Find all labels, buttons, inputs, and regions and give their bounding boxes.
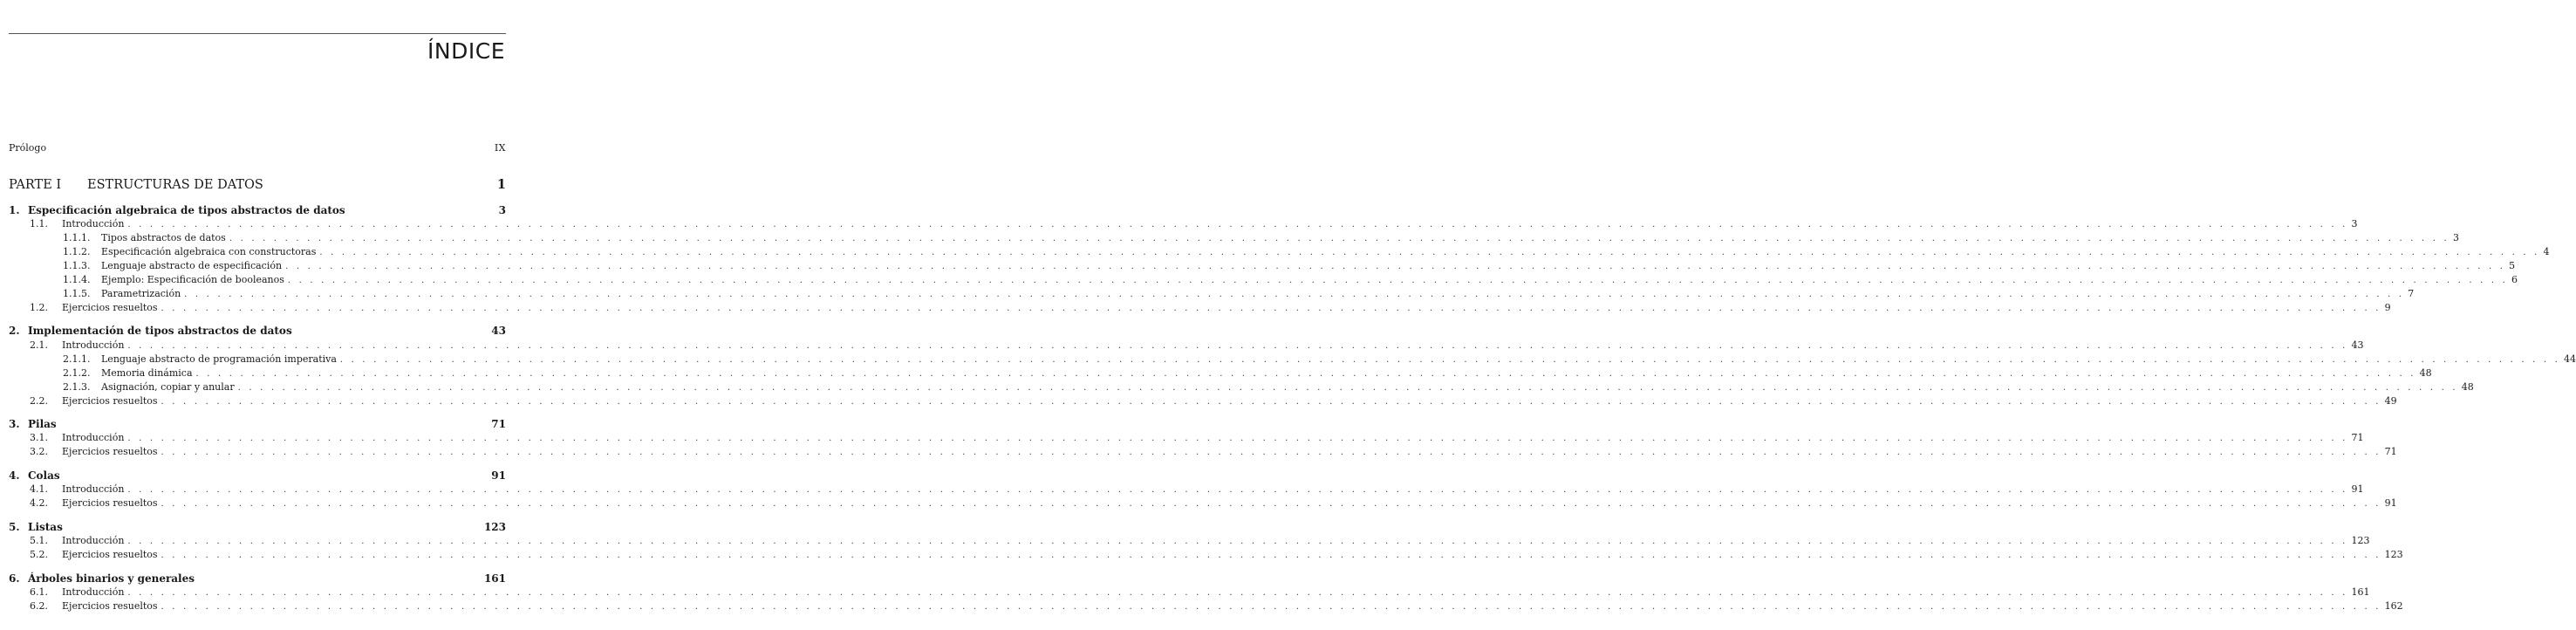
entry-number: 1.1.4.: [63, 274, 91, 286]
toc-entry-section[interactable]: [9, 218, 2358, 230]
dot-leader: . . . . . . . . . . . . . . . . . . . . . . . . . . . . . . . . . . . . . . . . . . . . . . . . . . . . . . . . . . . . . . . . . . . . . . . . . . . . . . . . . . . . . . . . . . . . . . . . . . . . . . . . . . . . . . . . . . . . . . . . . . . . . . . . . . . . . . . . . . . . . . . . . . . . . . . . . . . . . . . . . . . . . . . . . . . . . . . . . . . . . . . . . . . . . . . . . . . . . . . .: [161, 303, 2381, 313]
entry-label: Introducción: [62, 432, 125, 444]
entry-page: 123: [2384, 549, 2403, 561]
entry-page: 3: [2351, 218, 2358, 230]
entry-page: 123: [483, 520, 506, 533]
entry-label: Lenguaje abstracto de especificación: [101, 260, 283, 272]
entry-number: 1.2.: [30, 301, 48, 313]
dot-leader: . . . . . . . . . . . . . . . . . . . . . . . . . . . . . . . . . . . . . . . . . . . . . . . . . . . . . . . . . . . . . . . . . . . . . . . . . . . . . . . . . . . . . . . . . . . . . . . . . . . . . . . . . . . . . . . . . . . . . . . . . . . . . . . . . . . . . . . . . . . . . . . . . . . . . . . . . . . . . . . . . . . . . . . . . . . . . . . . . . . . . . . . . . . . . . . . . . . . . . . .: [229, 234, 2450, 244]
entry-number: 2.1.: [30, 339, 48, 351]
page-title: ÍNDICE: [427, 38, 505, 64]
entry-page: 9: [2384, 301, 2391, 313]
entry-label: Parametrización: [101, 288, 181, 299]
toc-entry-subsection[interactable]: [9, 246, 2550, 258]
entry-label: Ejercicios resueltos: [62, 549, 158, 561]
toc-entry-section[interactable]: [9, 600, 2403, 613]
dot-leader: . . . . . . . . . . . . . . . . . . . . . . . . . . . . . . . . . . . . . . . . . . . . . . . . . . . . . . . . . . . . . . . . . . . . . . . . . . . . . . . . . . . . . . . . . . . . . . . . . . . . . . . . . . . . . . . . . . . . . . . . . . . . . . . . . . . . . . . . . . . . . . . . . . . . . . . . . . . . . . . . . . . . . . . . . . . . . . . . . . . . . . . . . . . . . . . . . . . . . . . .: [161, 396, 2381, 407]
toc-entry-parte[interactable]: [9, 177, 506, 192]
entry-page: 161: [483, 572, 506, 585]
entry-label: Lenguaje abstracto de programación imperativa: [101, 353, 337, 365]
entry-number: 5.1.: [30, 535, 48, 547]
dot-leader: . . . . . . . . . . . . . . . . . . . . . . . . . . . . . . . . . . . . . . . . . . . . . . . . . . . . . . . . . . . . . . . . . . . . . . . . . . . . . . . . . . . . . . . . . . . . . . . . . . . . . . . . . . . . . . . . . . . . . . . . . . . . . . . . . . . . . . . . . . . . . . . . . . . . . . . . . . . . . . . . . . . . . . . . . . . . . . . . . . . . . . . . . . . . . . . . . . . . . . . .: [161, 448, 2381, 458]
entry-number: 1.: [9, 204, 20, 216]
entry-label: Prólogo: [9, 142, 47, 154]
entry-label: Ejemplo: Especificación de booleanos: [101, 274, 284, 286]
entry-number: 1.1.1.: [63, 232, 91, 244]
entry-number: 2.1.3.: [63, 380, 91, 393]
entry-page: 43: [2351, 339, 2364, 351]
entry-page: 48: [2419, 366, 2432, 379]
entry-page: 71: [2384, 446, 2397, 458]
toc-entry-subsection[interactable]: [9, 366, 2432, 379]
entry-label: Implementación de tipos abstractos de datos: [28, 325, 292, 338]
entry-label: Introducción: [62, 339, 125, 351]
entry-page: 48: [2461, 380, 2474, 393]
entry-label: Introducción: [62, 218, 125, 230]
dot-leader: . . . . . . . . . . . . . . . . . . . . . . . . . . . . . . . . . . . . . . . . . . . . . . . . . . . . . . . . . . . . . . . . . . . . . . . . . . . . . . . . . . . . . . . . . . . . . . . . . . . . . . . . . . . . . . . . . . . . . . . . . . . . . . . . . . . . . . . . . . . . . . . . . . . . . . . . . . . . . . . . . . . . . . . . . . . . . . . . . . . . . . . . . . . . . . . . . . . . . . . .: [127, 537, 2348, 547]
toc-entry-subsection[interactable]: [9, 380, 2474, 393]
toc-entry-subsection[interactable]: [9, 260, 2516, 272]
entry-page: 44: [2564, 353, 2576, 365]
dot-leader: . . . . . . . . . . . . . . . . . . . . . . . . . . . . . . . . . . . . . . . . . . . . . . . . . . . . . . . . . . . . . . . . . . . . . . . . . . . . . . . . . . . . . . . . . . . . . . . . . . . . . . . . . . . . . . . . . . . . . . . . . . . . . . . . . . . . . . . . . . . . . . . . . . . . . . . . . . . . . . . . . . . . . . . . . . . . . . . . . . . . . . . . . . . . . . . . . . . . . . . .: [161, 551, 2381, 561]
entry-label: Introducción: [62, 535, 125, 547]
dot-leader: . . . . . . . . . . . . . . . . . . . . . . . . . . . . . . . . . . . . . . . . . . . . . . . . . . . . . . . . . . . . . . . . . . . . . . . . . . . . . . . . . . . . . . . . . . . . . . . . . . . . . . . . . . . . . . . . . . . . . . . . . . . . . . . . . . . . . . . . . . . . . . . . . . . . . . . . . . . . . . . . . . . . . . . . . . . . . . . . . . . . . . . . . . . . . . . . . . . . . . . .: [287, 276, 2508, 286]
entry-number: 5.: [9, 520, 20, 533]
dot-leader: . . . . . . . . . . . . . . . . . . . . . . . . . . . . . . . . . . . . . . . . . . . . . . . . . . . . . . . . . . . . . . . . . . . . . . . . . . . . . . . . . . . . . . . . . . . . . . . . . . . . . . . . . . . . . . . . . . . . . . . . . . . . . . . . . . . . . . . . . . . . . . . . . . . . . . . . . . . . . . . . . . . . . . . . . . . . . . . . . . . . . . . . . . . . . . . . . . . . . . . .: [339, 354, 2561, 365]
entry-label: Ejercicios resueltos: [62, 446, 158, 458]
dot-leader: . . . . . . . . . . . . . . . . . . . . . . . . . . . . . . . . . . . . . . . . . . . . . . . . . . . . . . . . . . . . . . . . . . . . . . . . . . . . . . . . . . . . . . . . . . . . . . . . . . . . . . . . . . . . . . . . . . . . . . . . . . . . . . . . . . . . . . . . . . . . . . . . . . . . . . . . . . . . . . . . . . . . . . . . . . . . . . . . . . . . . . . . . . . . . . . . . . . . . . . .: [161, 602, 2381, 613]
entry-page: 3: [498, 204, 506, 216]
entry-page: 3: [2452, 232, 2459, 244]
entry-page: IX: [494, 142, 506, 154]
entry-number: 4.1.: [30, 483, 48, 496]
entry-number: 4.: [9, 469, 20, 482]
entry-label: Especificación algebraica de tipos abstractos de datos: [28, 204, 345, 216]
entry-number: 6.: [9, 572, 20, 585]
entry-number: 1.1.: [30, 218, 48, 230]
toc-entry-subsection[interactable]: [9, 353, 2576, 365]
entry-page: 91: [2384, 497, 2397, 510]
entry-label: Tipos abstractos de datos: [101, 232, 226, 244]
entry-page: 71: [491, 418, 506, 430]
dot-leader: . . . . . . . . . . . . . . . . . . . . . . . . . . . . . . . . . . . . . . . . . . . . . . . . . . . . . . . . . . . . . . . . . . . . . . . . . . . . . . . . . . . . . . . . . . . . . . . . . . . . . . . . . . . . . . . . . . . . . . . . . . . . . . . . . . . . . . . . . . . . . . . . . . . . . . . . . . . . . . . . . . . . . . . . . . . . . . . . . . . . . . . . . . . . . . . . . . . . . . . .: [285, 262, 2506, 272]
part-label: ESTRUCTURAS DE DATOS: [87, 178, 263, 192]
entry-label: Memoria dinámica: [101, 366, 193, 379]
toc-entry-section[interactable]: [9, 586, 2370, 599]
entry-number: 4.2.: [30, 497, 48, 510]
entry-label: Colas: [28, 469, 60, 482]
entry-page: 91: [2351, 483, 2364, 496]
dot-leader: . . . . . . . . . . . . . . . . . . . . . . . . . . . . . . . . . . . . . . . . . . . . . . . . . . . . . . . . . . . . . . . . . . . . . . . . . . . . . . . . . . . . . . . . . . . . . . . . . . . . . . . . . . . . . . . . . . . . . . . . . . . . . . . . . . . . . . . . . . . . . . . . . . . . . . . . . . . . . . . . . . . . . . . . . . . . . . . . . . . . . . . . . . . . . . . . . . . . . . . .: [127, 588, 2348, 599]
entry-label: Ejercicios resueltos: [62, 600, 158, 613]
entry-label: Pilas: [28, 418, 57, 430]
dot-leader: . . . . . . . . . . . . . . . . . . . . . . . . . . . . . . . . . . . . . . . . . . . . . . . . . . . . . . . . . . . . . . . . . . . . . . . . . . . . . . . . . . . . . . . . . . . . . . . . . . . . . . . . . . . . . . . . . . . . . . . . . . . . . . . . . . . . . . . . . . . . . . . . . . . . . . . . . . . . . . . . . . . . . . . . . . . . . . . . . . . . . . . . . . . . . . . . . . . . . . . .: [127, 220, 2348, 230]
entry-page: 71: [2351, 432, 2364, 444]
toc-entry-chapter[interactable]: [9, 204, 506, 216]
entry-label: Especificación algebraica con constructoras: [101, 246, 317, 258]
toc-entry-chapter[interactable]: [9, 325, 506, 337]
entry-number: 1.1.3.: [63, 260, 91, 272]
toc-entry-section[interactable]: [9, 549, 2403, 561]
toc-entry-section[interactable]: [9, 446, 2397, 458]
toc-entry-subsection[interactable]: [9, 288, 2415, 299]
dot-leader: . . . . . . . . . . . . . . . . . . . . . . . . . . . . . . . . . . . . . . . . . . . . . . . . . . . . . . . . . . . . . . . . . . . . . . . . . . . . . . . . . . . . . . . . . . . . . . . . . . . . . . . . . . . . . . . . . . . . . . . . . . . . . . . . . . . . . . . . . . . . . . . . . . . . . . . . . . . . . . . . . . . . . . . . . . . . . . . . . . . . . . . . . . . . . . . . . . . . . . . .: [184, 290, 2405, 299]
toc-entry-section[interactable]: [9, 535, 2370, 547]
dot-leader: . . . . . . . . . . . . . . . . . . . . . . . . . . . . . . . . . . . . . . . . . . . . . . . . . . . . . . . . . . . . . . . . . . . . . . . . . . . . . . . . . . . . . . . . . . . . . . . . . . . . . . . . . . . . . . . . . . . . . . . . . . . . . . . . . . . . . . . . . . . . . . . . . . . . . . . . . . . . . . . . . . . . . . . . . . . . . . . . . . . . . . . . . . . . . . . . . . . . . . . .: [237, 382, 2458, 393]
entry-label: Ejercicios resueltos: [62, 301, 158, 313]
entry-label: Introducción: [62, 483, 125, 496]
header-rule: [9, 33, 506, 34]
entry-number: 2.1.2.: [63, 366, 91, 379]
dot-leader: . . . . . . . . . . . . . . . . . . . . . . . . . . . . . . . . . . . . . . . . . . . . . . . . . . . . . . . . . . . . . . . . . . . . . . . . . . . . . . . . . . . . . . . . . . . . . . . . . . . . . . . . . . . . . . . . . . . . . . . . . . . . . . . . . . . . . . . . . . . . . . . . . . . . . . . . . . . . . . . . . . . . . . . . . . . . . . . . . . . . . . . . . . . . . . . . . . . . . . . .: [127, 485, 2348, 496]
toc-entry-chapter[interactable]: [9, 469, 506, 482]
entry-page: 6: [2511, 274, 2518, 286]
toc-entry-section[interactable]: [9, 339, 2364, 351]
dot-leader: . . . . . . . . . . . . . . . . . . . . . . . . . . . . . . . . . . . . . . . . . . . . . . . . . . . . . . . . . . . . . . . . . . . . . . . . . . . . . . . . . . . . . . . . . . . . . . . . . . . . . . . . . . . . . . . . . . . . . . . . . . . . . . . . . . . . . . . . . . . . . . . . . . . . . . . . . . . . . . . . . . . . . . . . . . . . . . . . . . . . . . . . . . . . . . . . . . . . . . . .: [161, 499, 2381, 510]
entry-label: Árboles binarios y generales: [28, 572, 195, 585]
part-page: 1: [496, 177, 506, 192]
toc-entry-section[interactable]: [9, 394, 2397, 407]
entry-number: 1.1.5.: [63, 288, 91, 299]
toc-entry-section[interactable]: [9, 301, 2391, 313]
entry-number: 3.1.: [30, 432, 48, 444]
entry-number: 2.1.1.: [63, 353, 91, 365]
entry-label: Asignación, copiar y anular: [101, 380, 235, 393]
toc-entry-subsection[interactable]: [9, 232, 2459, 244]
entry-page: 43: [491, 325, 506, 338]
toc-entry-chapter[interactable]: [9, 572, 506, 585]
toc-entry-chapter[interactable]: [9, 418, 506, 430]
part-number: PARTE I: [9, 178, 62, 192]
entry-page: 162: [2384, 600, 2403, 613]
entry-number: 1.1.2.: [63, 246, 91, 258]
toc-entry-section[interactable]: [9, 497, 2397, 510]
entry-number: 3.: [9, 418, 20, 430]
entry-label: Listas: [28, 520, 63, 533]
toc-entry-chapter[interactable]: [9, 521, 506, 533]
entry-page: 4: [2543, 246, 2550, 258]
entry-page: 161: [2351, 586, 2370, 599]
entry-number: 2.2.: [30, 394, 48, 407]
entry-label: Ejercicios resueltos: [62, 394, 158, 407]
entry-number: 2.: [9, 325, 20, 338]
dot-leader: . . . . . . . . . . . . . . . . . . . . . . . . . . . . . . . . . . . . . . . . . . . . . . . . . . . . . . . . . . . . . . . . . . . . . . . . . . . . . . . . . . . . . . . . . . . . . . . . . . . . . . . . . . . . . . . . . . . . . . . . . . . . . . . . . . . . . . . . . . . . . . . . . . . . . . . . . . . . . . . . . . . . . . . . . . . . . . . . . . . . . . . . . . . . . . . . . . . . . . . .: [127, 434, 2348, 444]
entry-number: 6.2.: [30, 600, 48, 613]
entry-page: 123: [2351, 535, 2370, 547]
entry-number: 5.2.: [30, 549, 48, 561]
dot-leader: . . . . . . . . . . . . . . . . . . . . . . . . . . . . . . . . . . . . . . . . . . . . . . . . . . . . . . . . . . . . . . . . . . . . . . . . . . . . . . . . . . . . . . . . . . . . . . . . . . . . . . . . . . . . . . . . . . . . . . . . . . . . . . . . . . . . . . . . . . . . . . . . . . . . . . . . . . . . . . . . . . . . . . . . . . . . . . . . . . . . . . . . . . . . . . . . . . . . . . . .: [319, 248, 2540, 258]
toc-entry-prologo[interactable]: [9, 142, 506, 154]
entry-page: 5: [2509, 260, 2516, 272]
entry-number: 6.1.: [30, 586, 48, 599]
entry-number: 3.2.: [30, 446, 48, 458]
toc-entry-section[interactable]: [9, 483, 2364, 496]
dot-leader: . . . . . . . . . . . . . . . . . . . . . . . . . . . . . . . . . . . . . . . . . . . . . . . . . . . . . . . . . . . . . . . . . . . . . . . . . . . . . . . . . . . . . . . . . . . . . . . . . . . . . . . . . . . . . . . . . . . . . . . . . . . . . . . . . . . . . . . . . . . . . . . . . . . . . . . . . . . . . . . . . . . . . . . . . . . . . . . . . . . . . . . . . . . . . . . . . . . . . . . .: [195, 368, 2416, 379]
entry-label: Introducción: [62, 586, 125, 599]
toc-entry-subsection[interactable]: [9, 274, 2518, 286]
dot-leader: . . . . . . . . . . . . . . . . . . . . . . . . . . . . . . . . . . . . . . . . . . . . . . . . . . . . . . . . . . . . . . . . . . . . . . . . . . . . . . . . . . . . . . . . . . . . . . . . . . . . . . . . . . . . . . . . . . . . . . . . . . . . . . . . . . . . . . . . . . . . . . . . . . . . . . . . . . . . . . . . . . . . . . . . . . . . . . . . . . . . . . . . . . . . . . . . . . . . . . . .: [127, 340, 2348, 351]
entry-page: 7: [2408, 288, 2415, 299]
entry-page: 91: [491, 469, 506, 482]
entry-label: Ejercicios resueltos: [62, 497, 158, 510]
entry-page: 49: [2384, 394, 2397, 407]
toc-entry-section[interactable]: [9, 432, 2364, 444]
